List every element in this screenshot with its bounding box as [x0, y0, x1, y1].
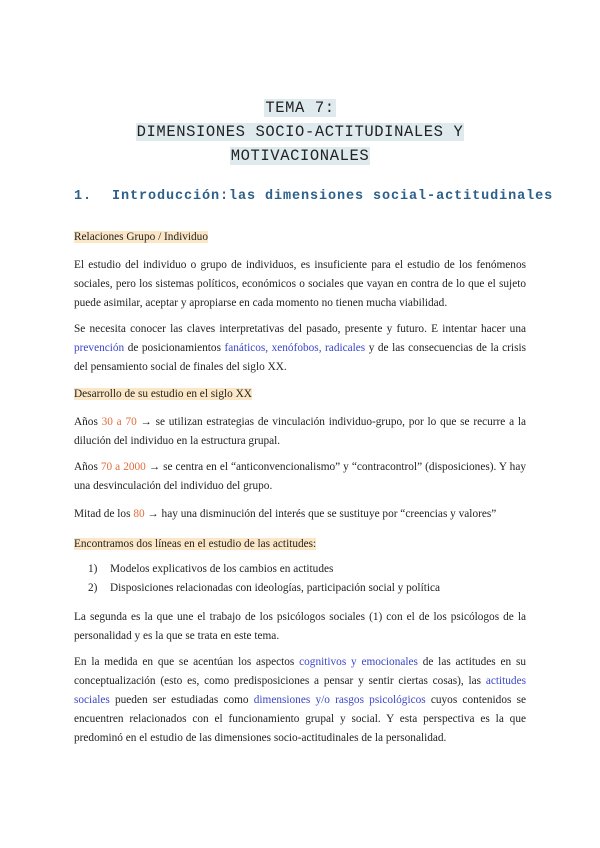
subhead-desarrollo-text: Desarrollo de su estudio en el siglo XX [74, 388, 252, 400]
title-line-1: TEMA 7: [265, 99, 335, 117]
subhead-grupo-individuo [74, 229, 208, 245]
title-line-2: DIMENSIONES SOCIO-ACTITUDINALES Y [136, 123, 464, 141]
p5-text-c: → hay una disminución del interés que se sustituye por “creencias y valores” [144, 508, 497, 520]
paragraph-5 [74, 505, 526, 524]
p2-prevencion: prevención [74, 342, 125, 354]
list-item [74, 579, 440, 598]
p7-text-g: cuyos contenidos se encuentren relacionados con el funcionamiento grupal y social. Y esta perspectiva es la que predominó en el estudio de las dimensiones socio-actitudinales de la personalidad. [74, 694, 526, 744]
p7-cognitivos: cognitivos y emocionales [299, 656, 418, 668]
p7-dimensiones: dimensiones y/o rasgos psicológicos [253, 694, 426, 706]
lines-list [74, 560, 440, 598]
subhead-lineas-text: Encontramos dos líneas en el estudio de las actitudes: [74, 538, 317, 550]
list-item-text: Modelos explicativos de los cambios en actitudes [110, 563, 334, 575]
list-item-number: 2) [88, 582, 98, 594]
paragraph-1: El estudio del individuo o grupo de individuos, es insuficiente para el estudio de los fenómenos sociales, pero los sistemas políticos, económicos o sociales que vayan en contra de lo que el sujeto puede asimilar, aceptar y apropiarse en cada momento no tienen mucha viabilidad. [74, 259, 526, 309]
p3-years: 30 a 70 [101, 416, 137, 428]
section-heading [74, 189, 553, 204]
p2-fanaticos: fanáticos, xenófobos, radicales [224, 342, 366, 354]
paragraph-3 [74, 413, 526, 451]
p2-text-c: de posicionamientos [124, 342, 225, 354]
p2-text-a: Se necesita conocer las claves interpretativas del pasado, presente y futuro. E intentar hacer una [74, 323, 526, 335]
section-title: Introducción:las dimensiones social-actitudinales [112, 189, 554, 204]
p5-text-a: Mitad de los [74, 508, 134, 520]
p4-text-a: Años [74, 461, 101, 473]
subhead-lineas [74, 536, 316, 552]
subhead-desarrollo [74, 386, 252, 402]
paragraph-4 [74, 458, 526, 496]
list-item [74, 560, 440, 579]
paragraph-7 [74, 653, 526, 748]
document-title [0, 96, 600, 168]
p3-text-c: → se utilizan estrategias de vinculación individuo-grupo, por lo que se recurre a la dilución del individuo en la estructura grupal. [74, 416, 527, 447]
section-number: 1. [74, 189, 93, 204]
list-item-number: 1) [88, 563, 98, 575]
p7-text-a: En la medida en que se acentúan los aspectos [74, 656, 300, 668]
p7-actitudes-sociales: actitudes sociales [74, 675, 526, 706]
p5-years: 80 [133, 508, 145, 520]
title-line-3: MOTIVACIONALES [230, 147, 370, 165]
paragraph-2 [74, 320, 526, 377]
list-item-text: Disposiciones relacionadas con ideologías, participación social y política [110, 582, 441, 594]
p7-text-e: pueden ser estudiadas como [109, 694, 254, 706]
p7-text-c: de las actitudes en su conceptualización (esto es, como predisposiciones a pensar y sentir ciertas cosas), las [74, 656, 526, 687]
paragraph-6: La segunda es la que une el trabajo de los psicólogos sociales (1) con el de los psicólogos de la personalidad y es la que se trata en este tema. [74, 611, 526, 642]
subhead-grupo-text: Relaciones Grupo / Individuo [74, 231, 208, 243]
p4-text-c: → se centra en el “anticonvencionalismo” y “contracontrol” (disposiciones). Y hay una desvinculación del individuo del grupo. [74, 461, 526, 492]
p3-text-a: Años [74, 416, 102, 428]
p2-text-e: y de las consecuencias de la crisis del pensamiento social de finales del siglo XX. [74, 342, 527, 373]
p4-years: 70 a 2000 [100, 461, 146, 473]
